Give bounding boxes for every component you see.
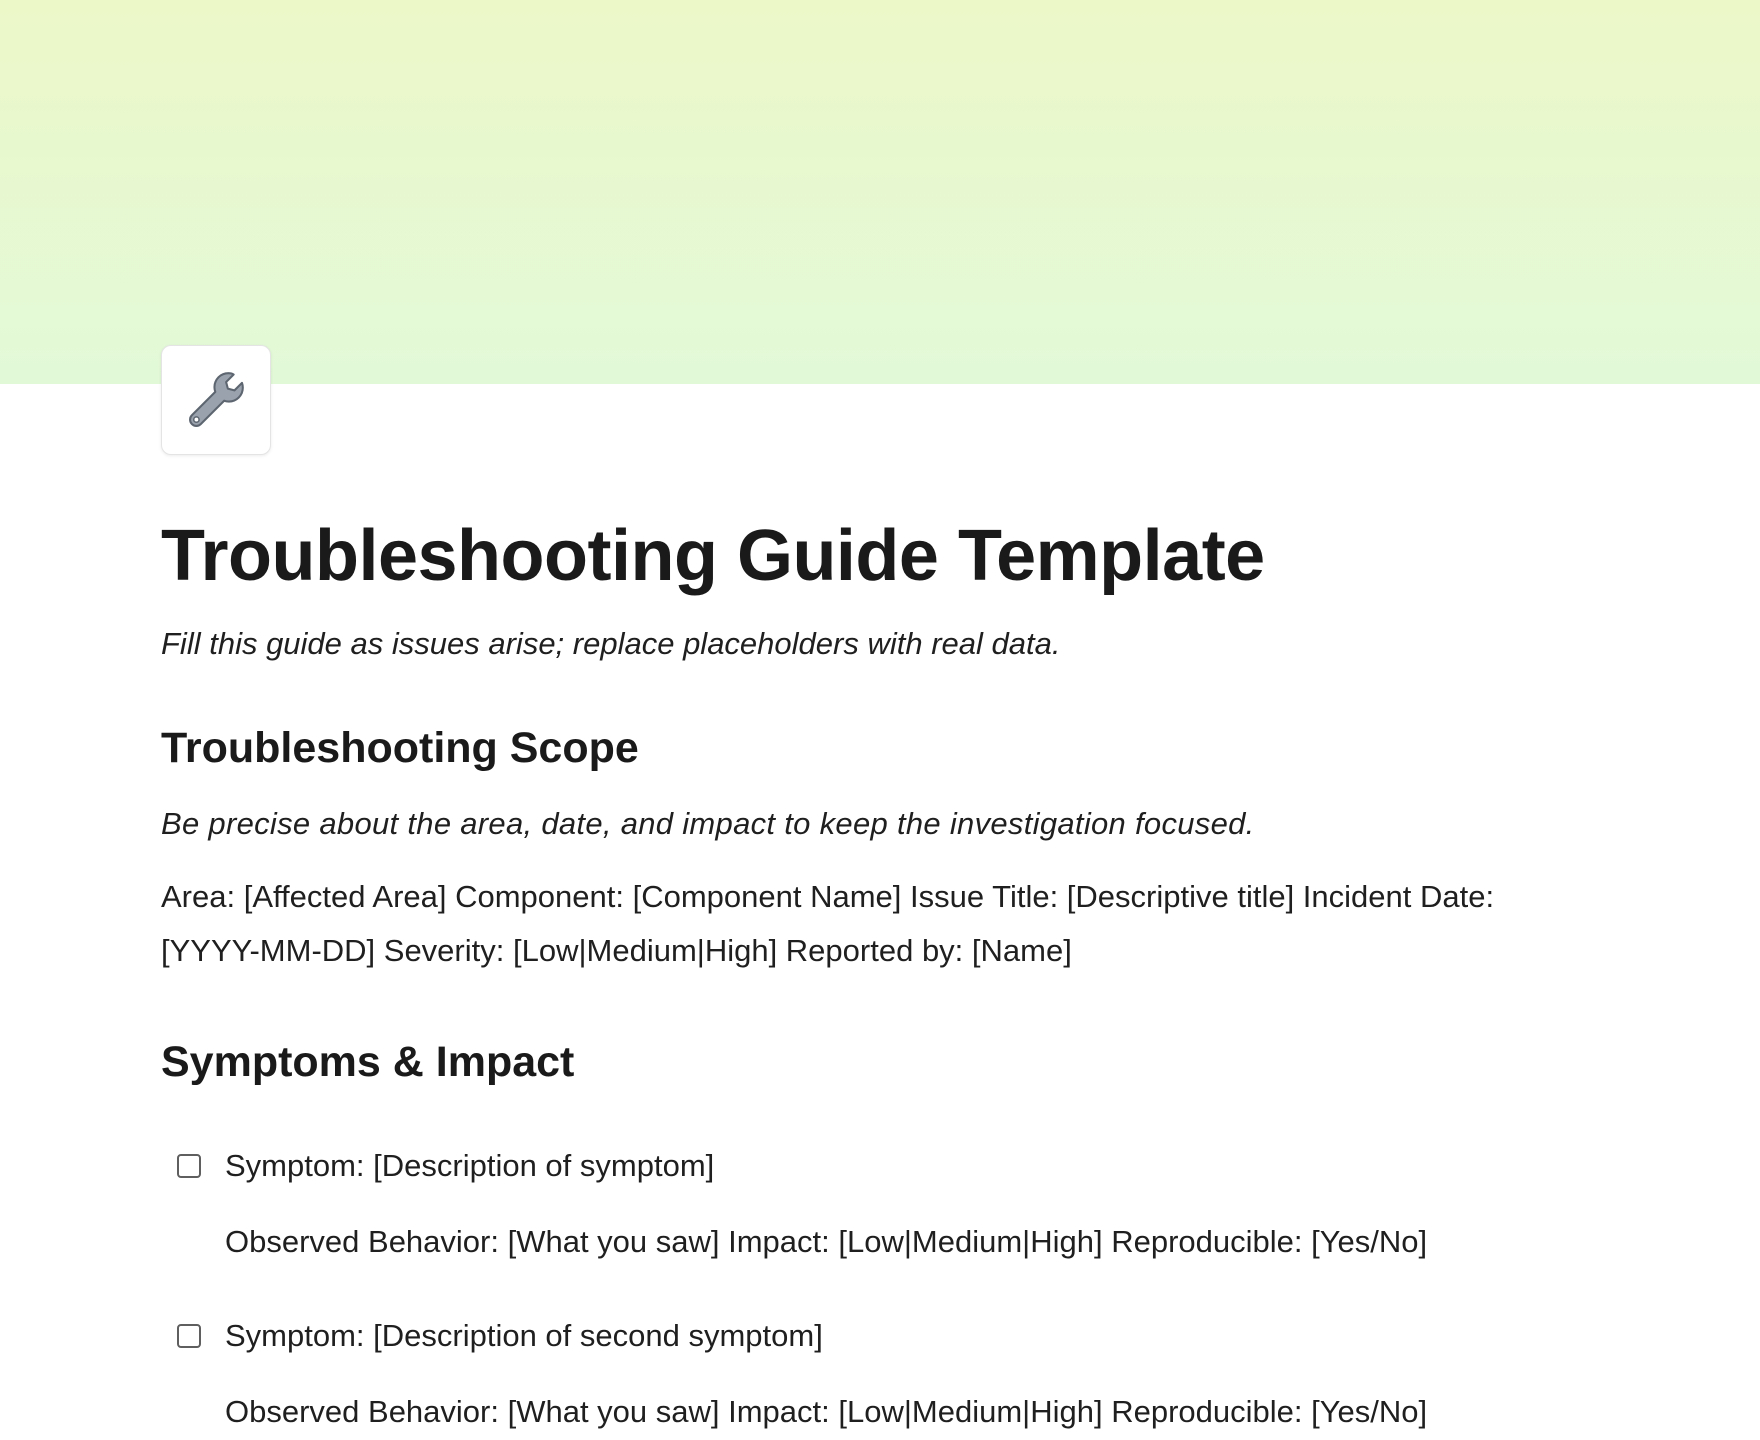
symptom-item bbox=[161, 1140, 1601, 1268]
symptom-label[interactable]: Symptom: [Description of second symptom] bbox=[225, 1318, 823, 1353]
symptom-label[interactable]: Symptom: [Description of symptom] bbox=[225, 1148, 715, 1183]
scope-heading[interactable]: Troubleshooting Scope bbox=[161, 724, 639, 772]
symptom-item bbox=[161, 1310, 1601, 1438]
page-cover[interactable] bbox=[0, 0, 1760, 384]
symptom-checkbox[interactable] bbox=[177, 1154, 201, 1178]
page-subtitle[interactable]: Fill this guide as issues arise; replace placeholders with real data. bbox=[161, 626, 1061, 661]
symptom-details[interactable]: Observed Behavior: [What you saw] Impact: [Low|Medium|High] Reproducible: [Yes/No] bbox=[225, 1224, 1428, 1259]
scope-hint[interactable]: Be precise about the area, date, and impact to keep the investigation focused. bbox=[161, 806, 1255, 841]
symptoms-heading[interactable]: Symptoms & Impact bbox=[161, 1038, 575, 1086]
symptom-details[interactable]: Observed Behavior: [What you saw] Impact: [Low|Medium|High] Reproducible: [Yes/No] bbox=[225, 1394, 1428, 1429]
page-content bbox=[161, 500, 1601, 1438]
page-title[interactable]: Troubleshooting Guide Template bbox=[161, 516, 1265, 596]
symptom-checkbox[interactable] bbox=[177, 1324, 201, 1348]
wrench-icon bbox=[183, 367, 249, 433]
scope-fields[interactable]: Area: [Affected Area] Component: [Component Name] Issue Title: [Descriptive title] Incident Date: [YYYY-MM-DD] Severity: [Low|Medium|High] Reported by: [Name] bbox=[161, 879, 1495, 968]
page-icon-button[interactable] bbox=[161, 345, 271, 455]
